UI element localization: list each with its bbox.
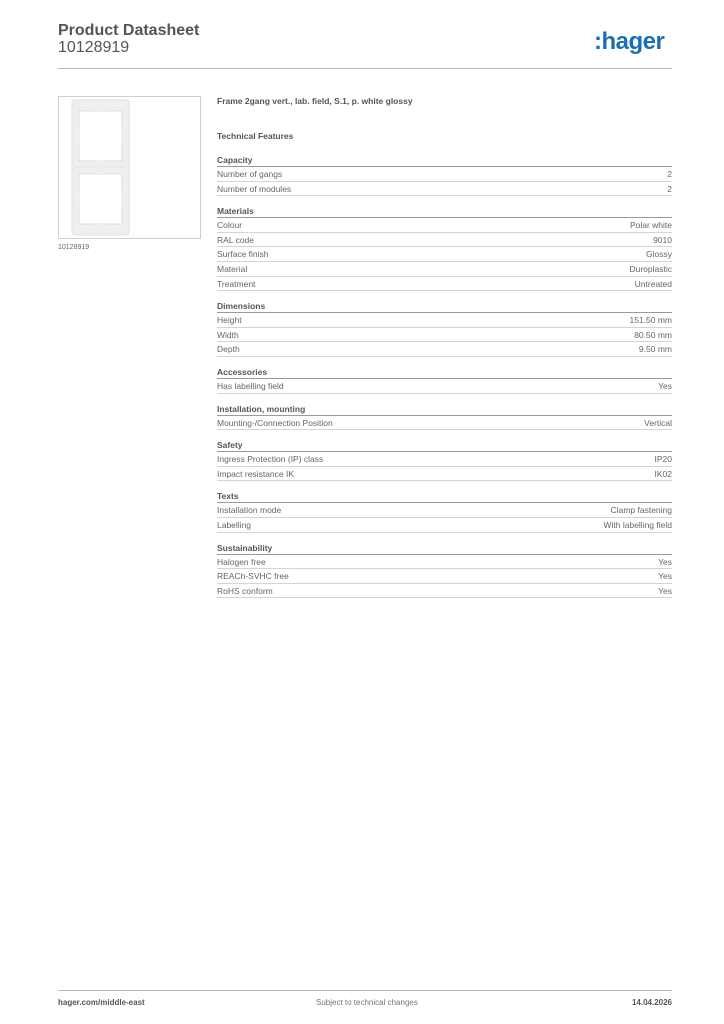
section-heading: Installation, mounting	[217, 403, 672, 416]
spec-value: IP20	[654, 454, 672, 465]
spec-section	[217, 542, 672, 599]
section-heading: Materials	[217, 205, 672, 218]
section-heading: Dimensions	[217, 300, 672, 313]
spec-label: Colour	[217, 220, 243, 231]
logo-prefix: :	[594, 28, 602, 55]
section-heading: Accessories	[217, 366, 672, 379]
spec-label: RAL code	[217, 234, 255, 245]
footer-divider	[58, 990, 672, 991]
spec-section	[217, 154, 672, 196]
technical-features-table	[217, 154, 672, 607]
spec-label: Number of modules	[217, 183, 292, 194]
footer-date: 14.04.2026	[631, 998, 672, 1007]
frame-product-image	[59, 97, 200, 238]
spec-section	[217, 403, 672, 431]
product-title: Frame 2gang vert., lab. field, S.1, p. white glossy	[217, 96, 413, 106]
section-heading: Texts	[217, 490, 672, 503]
technical-features-heading: Technical Features	[217, 131, 294, 141]
spec-label: Depth	[217, 344, 240, 355]
spec-row	[217, 218, 672, 233]
spec-row	[217, 379, 672, 394]
spec-value: Untreated	[634, 278, 672, 289]
section-heading: Sustainability	[217, 542, 672, 555]
image-caption: 10128919	[58, 244, 90, 251]
spec-label: Treatment	[217, 278, 256, 289]
section-heading: Capacity	[217, 154, 672, 167]
section-heading: Safety	[217, 439, 672, 452]
spec-value: Glossy	[646, 249, 672, 260]
spec-row	[217, 518, 672, 533]
product-number: 10128919	[58, 39, 130, 56]
spec-label: Labelling	[217, 519, 252, 530]
spec-section	[217, 205, 672, 291]
spec-row	[217, 584, 672, 599]
spec-value: Vertical	[644, 417, 672, 428]
spec-value: Clamp fastening	[610, 505, 672, 516]
spec-row	[217, 262, 672, 277]
spec-row	[217, 452, 672, 467]
spec-label: Impact resistance IK	[217, 468, 295, 479]
spec-label: RoHS conform	[217, 585, 273, 596]
spec-value: Yes	[658, 380, 672, 391]
spec-row	[217, 555, 672, 570]
spec-label: Has labelling field	[217, 380, 284, 391]
spec-row	[217, 233, 672, 248]
spec-row	[217, 328, 672, 343]
spec-label: Halogen free	[217, 556, 266, 567]
page-title: Product Datasheet	[58, 22, 200, 39]
spec-value: Polar white	[629, 220, 672, 231]
spec-value: Yes	[658, 585, 672, 596]
spec-value: IK02	[654, 468, 672, 479]
spec-row	[217, 467, 672, 482]
hager-logo[interactable]	[594, 28, 664, 56]
spec-row	[217, 182, 672, 197]
header-divider	[58, 68, 672, 69]
product-image	[58, 96, 201, 239]
spec-label: Installation mode	[217, 505, 282, 516]
spec-value: 151.50 mm	[629, 315, 672, 326]
logo-text: hager	[601, 28, 665, 55]
spec-value: Yes	[658, 571, 672, 582]
spec-label: Surface finish	[217, 249, 269, 260]
spec-label: Width	[217, 329, 239, 340]
spec-value: 2	[667, 169, 672, 179]
spec-section	[217, 439, 672, 481]
spec-row	[217, 416, 672, 431]
spec-label: REACh-SVHC free	[217, 571, 289, 582]
spec-row	[217, 167, 672, 182]
spec-value: 9.50 mm	[638, 344, 672, 355]
spec-row	[217, 313, 672, 328]
spec-row	[217, 569, 672, 584]
footer-website-link[interactable]: hager.com/middle-east	[58, 998, 145, 1007]
spec-value: 2	[667, 183, 672, 194]
spec-section	[217, 490, 672, 532]
spec-value: 9010	[653, 234, 672, 245]
spec-label: Ingress Protection (IP) class	[217, 454, 324, 465]
spec-row	[217, 247, 672, 262]
spec-value: With labelling field	[603, 519, 672, 530]
spec-row	[217, 342, 672, 357]
spec-row	[217, 277, 672, 292]
spec-label: Mounting-/Connection Position	[217, 417, 333, 428]
spec-label: Number of gangs	[217, 169, 283, 179]
spec-label: Material	[217, 263, 248, 274]
spec-row	[217, 503, 672, 518]
spec-value: Duroplastic	[629, 263, 672, 274]
spec-value: Yes	[658, 556, 672, 567]
spec-label: Height	[217, 315, 242, 326]
spec-section	[217, 366, 672, 394]
footer-notice: Subject to technical changes	[316, 998, 418, 1007]
spec-section	[217, 300, 672, 357]
spec-value: 80.50 mm	[634, 329, 672, 340]
